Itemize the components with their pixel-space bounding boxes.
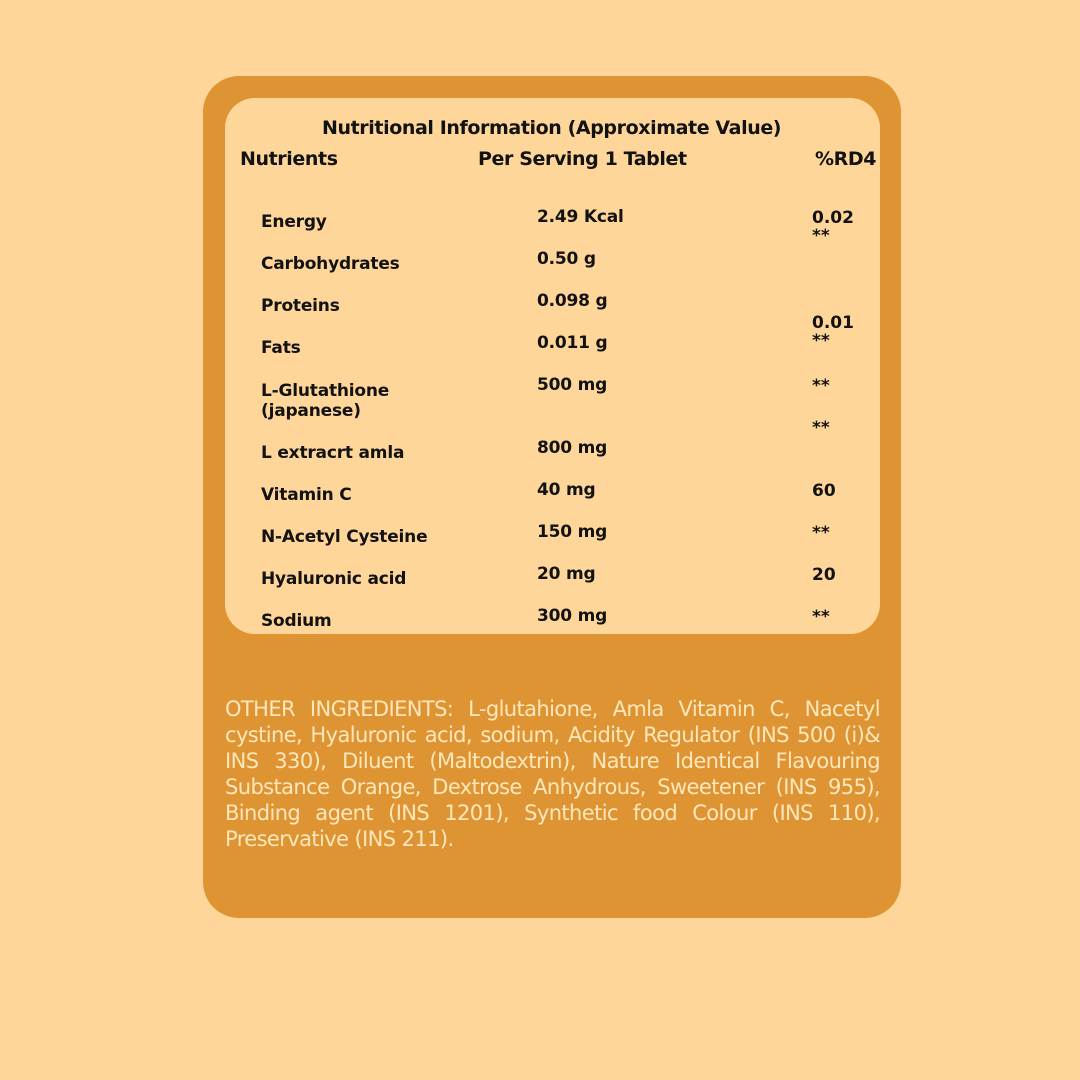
rda-value: 20 — [812, 565, 836, 585]
rda-value: ** — [812, 523, 830, 543]
nutrition-panel — [225, 98, 880, 634]
nutrient-name: L extracrt amla — [261, 443, 405, 463]
rda-value: ** — [812, 418, 830, 438]
rda-value: ** — [812, 376, 830, 396]
nutrient-amount: 0.098 g — [537, 291, 608, 311]
nutrient-amount: 40 mg — [537, 480, 596, 500]
nutrient-name: Vitamin C — [261, 485, 352, 505]
nutrient-name: Energy — [261, 212, 327, 232]
nutrient-amount: 2.49 Kcal — [537, 207, 624, 227]
rda-value: ** — [812, 607, 830, 627]
nutrient-name: Sodium — [261, 611, 332, 631]
nutrient-amount: 500 mg — [537, 375, 608, 395]
nutrient-name: Proteins — [261, 296, 340, 316]
nutrient-amount: 150 mg — [537, 522, 608, 542]
nutrient-name: N-Acetyl Cysteine — [261, 527, 428, 547]
nutrient-name: Fats — [261, 338, 301, 358]
other-ingredients: OTHER INGREDIENTS: L-glutahione, Amla Vitamin C, Nacetyl cystine, Hyaluronic acid, sodium, Acidity Regulator (INS 500 (i)& INS 330), Diluent (Maltodextrin), Nature Identical Flavouring Substance Orange, Dextrose Anhydrous, Sweetener (INS 955), Binding agent (INS 1201), Synthetic food Colour (INS 110), Preservative (INS 211). — [225, 697, 880, 851]
header-per-serving: Per Serving 1 Tablet — [478, 148, 687, 170]
nutrient-amount: 300 mg — [537, 606, 608, 626]
nutrient-amount: 20 mg — [537, 564, 596, 584]
nutrient-amount: 0.50 g — [537, 249, 596, 269]
nutrient-amount: 0.011 g — [537, 333, 608, 353]
rda-value: 60 — [812, 481, 836, 501]
header-rda: %RD4 — [815, 148, 877, 170]
rda-value: 0.02 ** — [812, 208, 854, 247]
nutrient-name: L-Glutathione (japanese) — [261, 381, 390, 421]
header-nutrients: Nutrients — [240, 148, 338, 170]
nutrient-name: Carbohydrates — [261, 254, 400, 274]
nutrient-name: Hyaluronic acid — [261, 569, 407, 589]
nutrition-title: Nutritional Information (Approximate Value) — [322, 117, 782, 139]
nutrient-amount: 800 mg — [537, 438, 608, 458]
rda-value: 0.01 ** — [812, 313, 854, 352]
